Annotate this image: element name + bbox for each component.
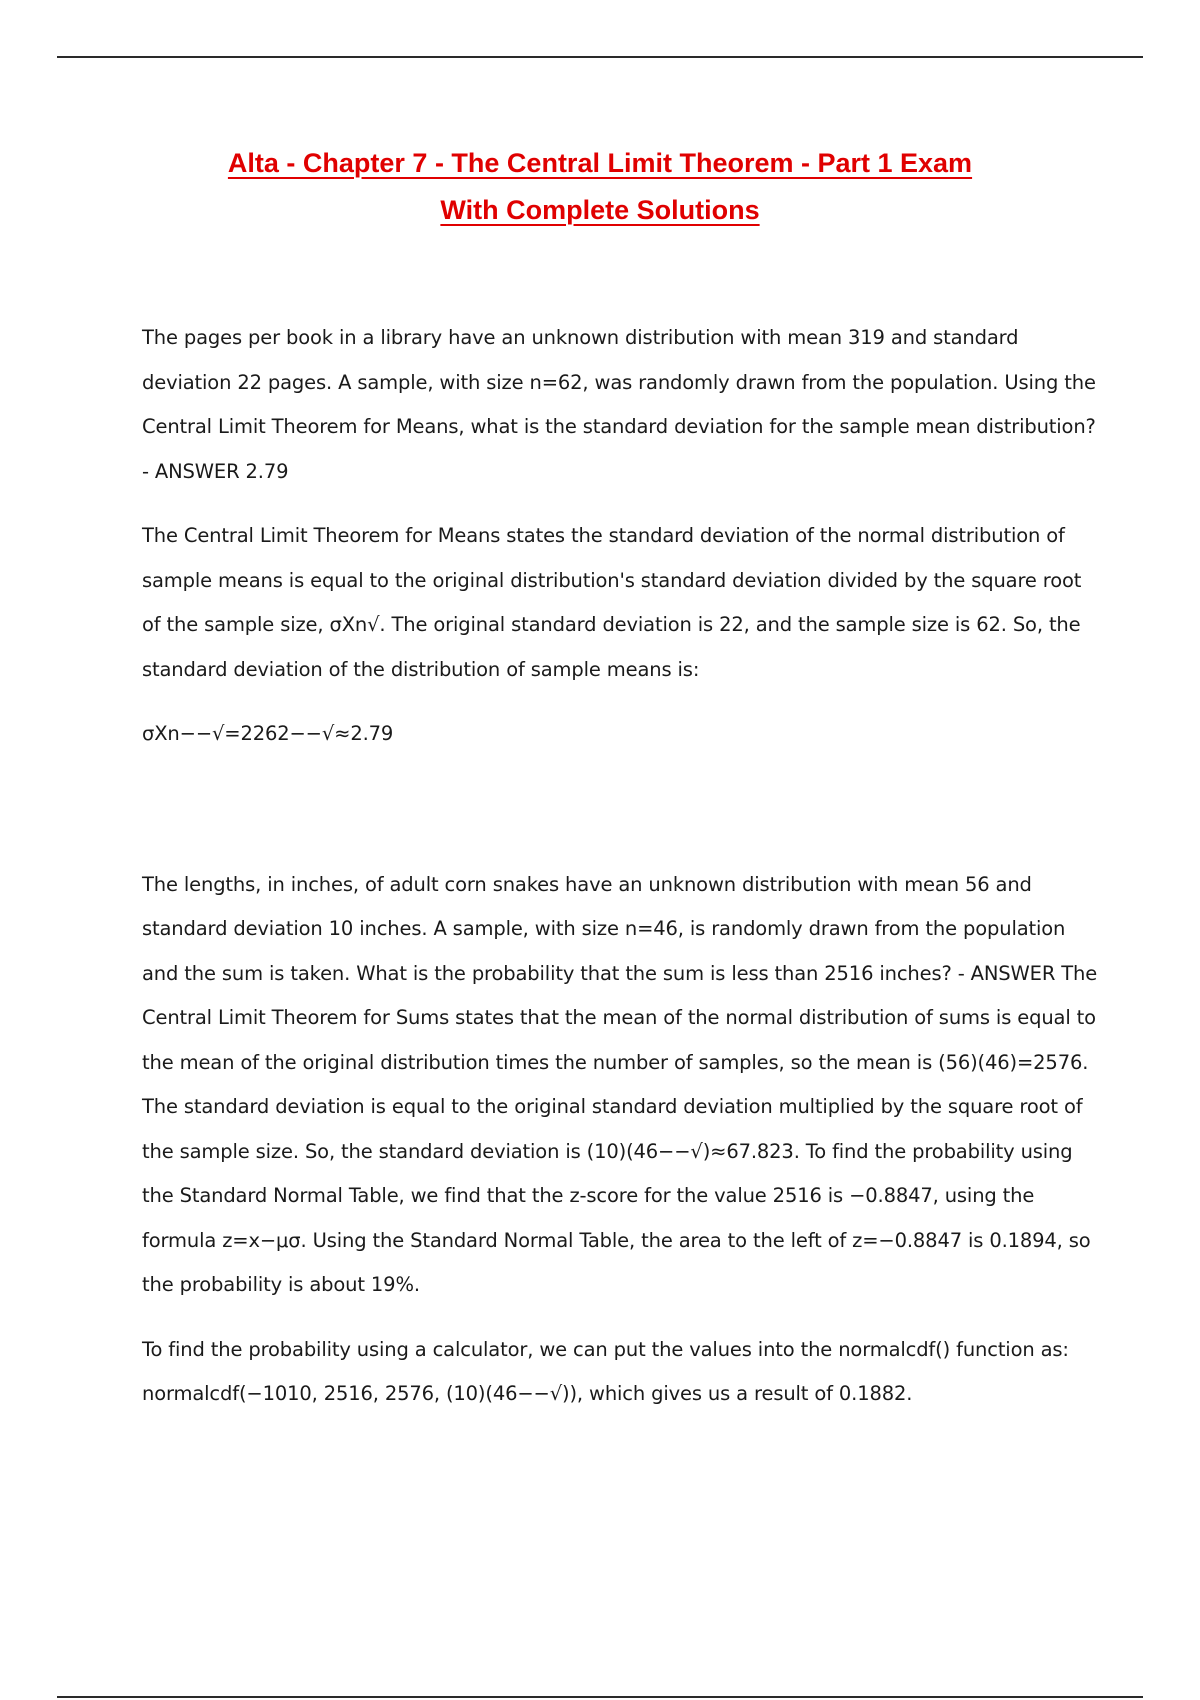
question-1-paragraph: The pages per book in a library have an unknown distribution with mean 319 and standard deviation 22 pages. A sample, with size n=62, was randomly drawn from the population. Using the Central Limit Theorem for Means, what is the standard deviation for the sample mean distribution? - ANSWER 2.79: [142, 326, 1096, 483]
calculator-paragraph: To find the probability using a calculator, we can put the values into the normalcdf() function as: normalcdf(−1010, 2516, 2576, (10)(46−−√)), which gives us a result of 0.1882.: [142, 1337, 1069, 1405]
formula-1-paragraph: σXn−−√=2262−−√≈2.79: [142, 722, 394, 745]
document-body: [142, 316, 1098, 1417]
title-line-1: Alta - Chapter 7 - The Central Limit Theorem - Part 1 Exam: [227, 148, 973, 178]
question-2-paragraph: The lengths, in inches, of adult corn snakes have an unknown distribution with mean 56 and standard deviation 10 inches. A sample, with size n=46, is randomly drawn from the population and the sum is taken. What is the probability that the sum is less than 2516 inches? - ANSWER The Central Limit Theorem for Sums states that the mean of the normal distribution of sums is equal to the mean of the original distribution times the number of samples, so the mean is (56)(46)=2576. The standard deviation is equal to the original standard deviation multiplied by the square root of the sample size. So, the standard deviation is (10)(46−−√)≈67.823. To find the probability using the Standard Normal Table, we find that the z-score for the value 2516 is −0.8847, using the formula z=x−μσ. Using the Standard Normal Table, the area to the left of z=−0.8847 is 0.1894, so the probability is about 19%.: [142, 872, 1098, 1296]
top-rule: [57, 56, 1143, 58]
document-title: [120, 140, 1080, 234]
bottom-rule: [57, 1696, 1143, 1698]
title-line-2: With Complete Solutions: [440, 195, 760, 225]
explanation-1-paragraph: The Central Limit Theorem for Means states the standard deviation of the normal distribution of sample means is equal to the original distribution's standard deviation divided by the square root of the sample size, σXn√. The original standard deviation is 22, and the sample size is 62. So, the standard deviation of the distribution of sample means is:: [142, 524, 1082, 681]
